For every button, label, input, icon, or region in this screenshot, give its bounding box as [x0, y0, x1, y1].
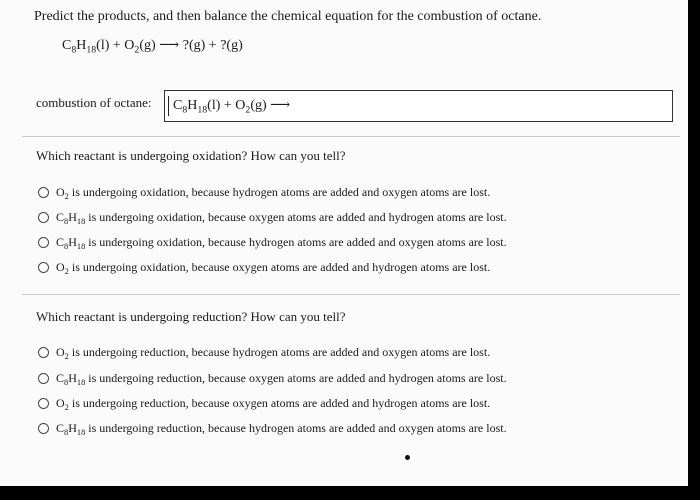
plus-sign: +	[109, 38, 125, 53]
octane-h: H	[76, 38, 87, 53]
oxygen-sub: 2	[245, 104, 251, 116]
oxygen-state: (g)	[250, 98, 267, 113]
radio-button[interactable]	[38, 262, 49, 273]
reduction-question: Which reactant is undergoing reduction? How can you tell?	[36, 309, 346, 324]
oxygen-symbol: O	[235, 98, 246, 113]
stray-dot	[405, 455, 410, 460]
option-label: $O_2$ is undergoing oxidation, because oxygen atoms are added and hydrogen atoms are lost.	[56, 260, 491, 276]
octane-c-sub: 8	[71, 44, 77, 56]
option-label: $O_2$ is undergoing oxidation, because hydrogen atoms are added and oxygen atoms are lost.	[56, 185, 491, 201]
oxidation-question: Which reactant is undergoing oxidation? How can you tell?	[36, 148, 346, 163]
option-label: $C_8H_{18}$ is undergoing oxidation, because hydrogen atoms are added and oxygen atoms are lost.	[56, 235, 507, 251]
radio-button[interactable]	[38, 212, 49, 223]
octane-h-sub: 18	[197, 104, 208, 116]
octane-state: (l)	[96, 38, 110, 53]
oxygen-sub: 2	[134, 44, 140, 56]
radio-button[interactable]	[38, 398, 49, 409]
octane-h: H	[187, 98, 198, 113]
oxygen-state: (g)	[139, 38, 156, 53]
option-label: $C_8H_{18}$ is undergoing reduction, because hydrogen atoms are added and oxygen atoms are lost.	[56, 421, 507, 437]
reaction-arrow: ⟶	[266, 98, 291, 113]
plus-sign-2: +	[205, 38, 221, 53]
product-1: ?(g)	[182, 38, 206, 53]
option-label: $O_2$ is undergoing reduction, because oxygen atoms are added and hydrogen atoms are lost.	[56, 396, 491, 412]
octane-c: C	[62, 38, 72, 53]
combustion-label: combustion of octane:	[36, 95, 152, 110]
octane-h-sub: 18	[86, 44, 97, 56]
equation-answer-input[interactable]	[164, 90, 673, 122]
problem-prompt: Predict the products, and then balance the chemical equation for the combustion of octane.	[34, 9, 542, 24]
plus-sign: +	[220, 98, 236, 113]
section-divider	[22, 136, 680, 137]
octane-c: C	[173, 98, 183, 113]
radio-button[interactable]	[38, 373, 49, 384]
radio-button[interactable]	[38, 347, 49, 358]
section-divider	[22, 294, 680, 295]
octane-c-sub: 8	[182, 104, 188, 116]
radio-button[interactable]	[38, 187, 49, 198]
option-label: $C_8H_{18}$ is undergoing reduction, because oxygen atoms are added and hydrogen atoms are lost.	[56, 371, 507, 387]
option-label: $O_2$ is undergoing reduction, because hydrogen atoms are added and oxygen atoms are lost.	[56, 345, 491, 361]
reaction-arrow: ⟶	[155, 38, 183, 53]
text-caret	[168, 96, 169, 116]
radio-button[interactable]	[38, 237, 49, 248]
answer-content	[173, 97, 290, 114]
reaction-equation	[62, 37, 243, 54]
octane-state: (l)	[207, 98, 221, 113]
product-2: ?(g)	[220, 38, 243, 53]
oxygen-symbol: O	[124, 38, 135, 53]
radio-button[interactable]	[38, 423, 49, 434]
option-label: $C_8H_{18}$ is undergoing oxidation, because oxygen atoms are added and hydrogen atoms are lost.	[56, 210, 507, 226]
